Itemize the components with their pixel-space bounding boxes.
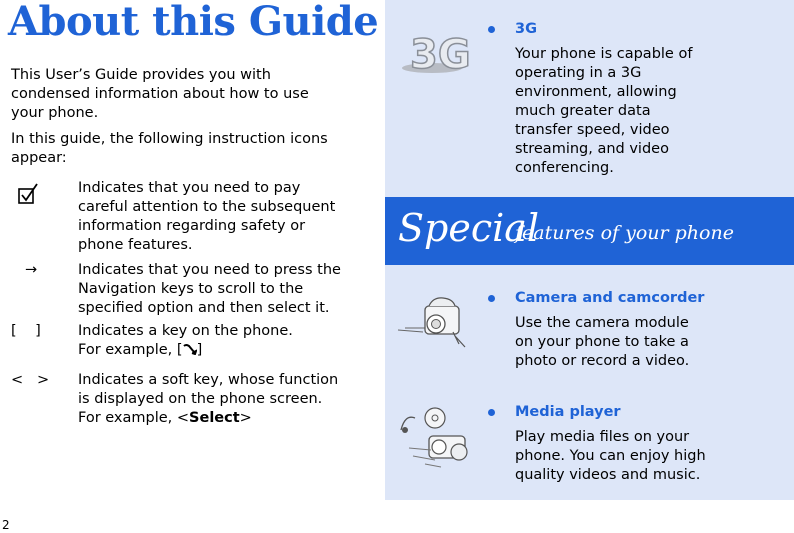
feature-title: 3G <box>515 21 537 37</box>
feature-camera <box>488 289 708 371</box>
bullet-icon <box>488 409 495 416</box>
instruction-example: For example, <Select> <box>78 410 252 426</box>
feature-media-player <box>488 403 708 485</box>
feature-description: Your phone is capable of operating in a 3G environment, allowing much greater data transfer speed, video streaming, and video conferencing. <box>515 46 693 176</box>
instruction-example: For example, [ ] <box>78 342 203 358</box>
camera-icon <box>395 292 475 361</box>
feature-3g <box>488 20 708 178</box>
banner-subtitle: features of your phone <box>515 222 734 244</box>
softkey-symbol: < > <box>11 372 50 388</box>
special-features-banner <box>385 197 794 265</box>
feature-description: Play media files on your phone. You can enjoy high quality videos and music. <box>515 429 706 483</box>
instruction-text: Indicates a soft key, whose function is displayed on the phone screen. <box>78 372 339 407</box>
send-key-icon <box>183 343 197 355</box>
key-bracket-symbol: [ ] <box>11 323 41 339</box>
instruction-text: Indicates that you need to pay careful attention to the subsequent information regarding safety or phone features. <box>78 180 336 253</box>
bullet-icon <box>488 295 495 302</box>
feature-title: Media player <box>515 404 621 420</box>
svg-text:3G: 3G <box>410 32 470 78</box>
page-title: About this Guide <box>8 0 379 45</box>
page-number: 2 <box>2 518 10 532</box>
instruction-text: Indicates that you need to press the Navigation keys to scroll to the specified option and then select it. <box>78 262 341 316</box>
intro-text: This User’s Guide provides you with condensed information about how to use your phone. <box>11 67 309 121</box>
banner-title: Special <box>398 206 540 250</box>
bullet-icon <box>488 26 495 33</box>
media-player-icon <box>395 404 485 476</box>
intro-text-2: In this guide, the following instruction icons appear: <box>11 131 328 166</box>
feature-description: Use the camera module on your phone to take a photo or record a video. <box>515 315 690 369</box>
instruction-text: Indicates a key on the phone. <box>78 323 293 339</box>
feature-title: Camera and camcorder <box>515 290 705 306</box>
3g-icon <box>400 26 470 82</box>
